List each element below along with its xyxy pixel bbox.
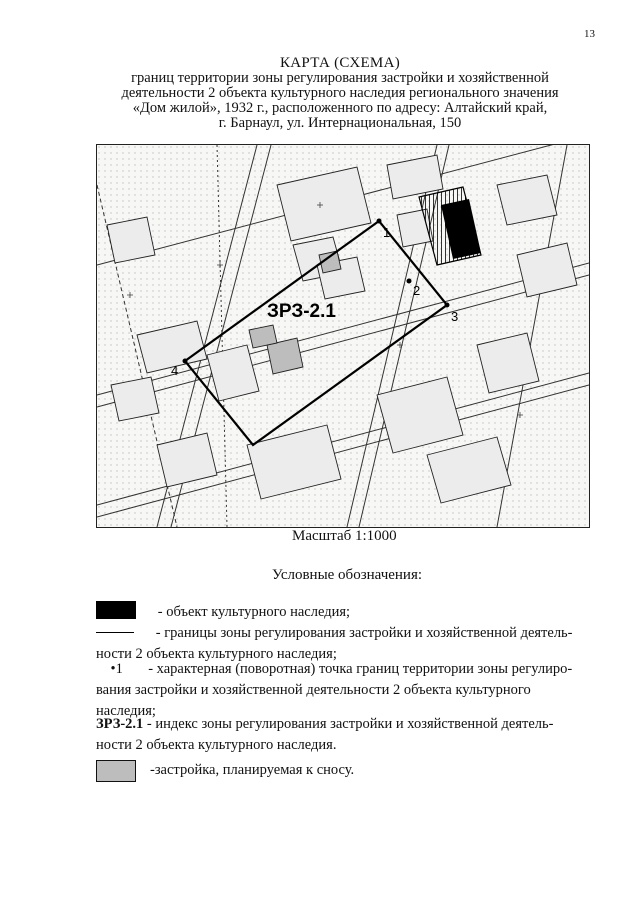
legend-index-row — [96, 714, 604, 756]
legend-border-text-2: ности 2 объекта культурного наследия; — [96, 646, 337, 662]
title-line-2: деятельности 2 объекта культурного наследия регионального значения — [121, 85, 559, 101]
border-swatch — [96, 632, 134, 633]
legend-index-label: ЗРЗ-2.1 — [96, 716, 144, 732]
title-line-1: границ территории зоны регулирования застройки и хозяйственной — [131, 70, 549, 86]
legend-index-text-1: - индекс зоны регулирования застройки и хозяйственной деятель- — [146, 716, 554, 732]
point-label-4: 4 — [171, 363, 179, 378]
title-block — [100, 56, 580, 131]
legend-heading: Условные обозначения: — [272, 567, 423, 583]
map-drawing — [97, 145, 589, 527]
legend-demolition-text: -застройка, планируемая к сносу. — [150, 762, 355, 778]
point-label-2: 2 — [413, 283, 421, 298]
legend-point-text-3: наследия; — [96, 703, 156, 719]
zone-index-label: ЗРЗ-2.1 — [267, 301, 336, 322]
point-label-3: 3 — [451, 309, 459, 324]
map-scale: Масштаб 1:1000 — [292, 528, 397, 544]
legend-point-text-2: вания застройки и хозяйственной деятельности 2 объекта культурного — [96, 682, 531, 698]
demolition-swatch — [96, 760, 136, 782]
title-main: КАРТА (СХЕМА) — [279, 55, 401, 71]
legend-point-marker: •1 — [110, 661, 123, 677]
legend-point-text-1: - характерная (поворотная) точка границ территории зоны регулиро- — [148, 661, 573, 677]
cadastral-map — [96, 144, 590, 528]
heritage-swatch — [96, 601, 136, 619]
legend-heritage-row — [96, 601, 604, 623]
page-number: 13 — [584, 28, 595, 40]
legend-demolition-row — [150, 760, 550, 781]
legend-border-text-1: - границы зоны регулирования застройки и хозяйственной деятель- — [155, 625, 573, 641]
title-line-4: г. Барнаул, ул. Интернациональная, 150 — [218, 115, 462, 131]
title-line-3: «Дом жилой», 1932 г., расположенного по адресу: Алтайский край, — [132, 100, 548, 116]
point-label-1: 1 — [383, 225, 391, 240]
legend-point-row — [96, 659, 604, 722]
legend-heritage-text: - объект культурного наследия; — [157, 604, 351, 620]
legend-index-text-2: ности 2 объекта культурного наследия. — [96, 737, 337, 753]
